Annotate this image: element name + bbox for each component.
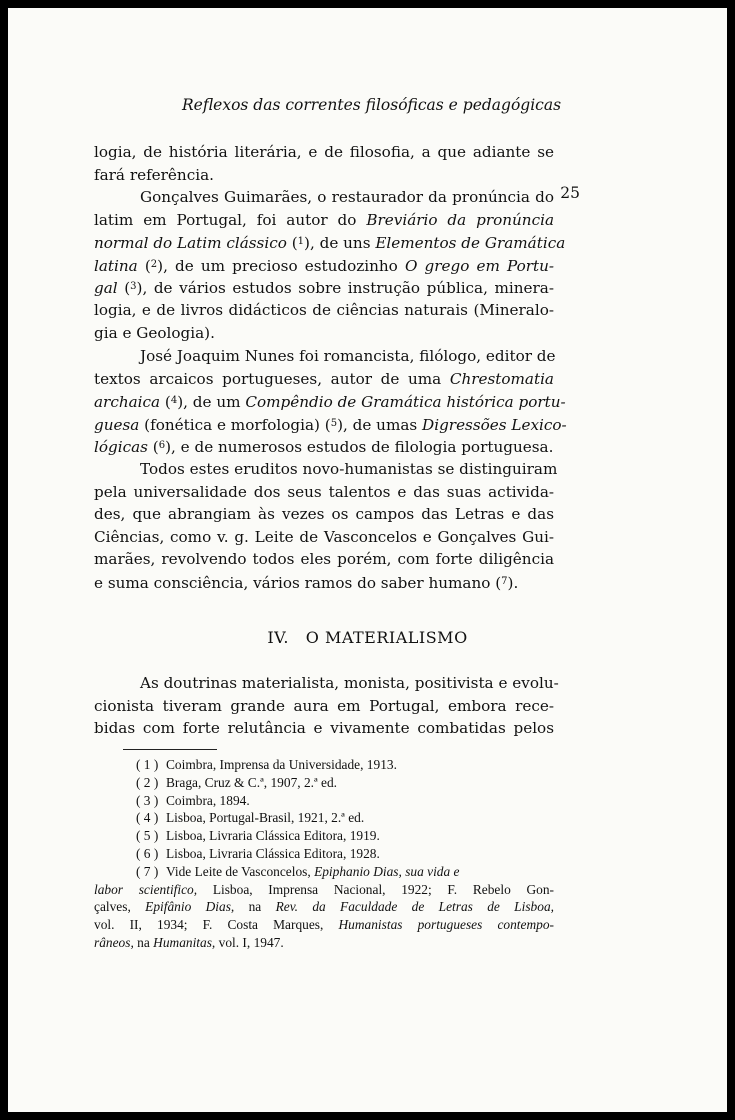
footnote-7-number-line [94,863,554,881]
text-line [94,390,566,413]
text-run: ). [507,573,519,592]
book-page [8,8,727,1112]
text-run: na [133,934,154,950]
italic-title: Humanistas portugueses contempo- [338,917,554,933]
text-line [94,368,554,391]
text-line: cionista tiveram grande aura em Portugal, embora rece- [94,696,554,715]
footnote-3 [94,792,554,810]
text-line [94,209,554,232]
italic-title: labor scientifico, [94,881,198,897]
footnote-marker: 2 [150,258,158,270]
italic-title: gal [94,279,118,298]
page-number: 25 [560,184,580,202]
text-line [94,548,554,571]
text-run: na [234,899,276,915]
text-run: ( [160,393,171,412]
footnote-marker: 7 [501,575,508,587]
italic-title: guesa [94,415,140,434]
text-run: ), de vários estudos sobre instrução pública, minera- [136,279,554,298]
text-line [94,254,554,277]
text-line [94,186,554,209]
text-run: Vide Leite de Vasconcelos, [166,863,315,879]
text-line: logia, de história literária, e de filosofia, a que adiante se [94,143,554,161]
text-line [94,571,554,594]
section-heading: IV. O MATERIALISMO [267,628,468,647]
footnote-5 [94,827,554,845]
text-run: marães, revolvendo todos eles porém, com forte diligência [94,550,554,569]
footnote-marker: 3 [130,281,137,293]
footnote-4 [94,809,554,827]
text-run: ( [286,234,298,253]
text-run: gia e Geologia). [94,323,215,342]
footnote-number: ( 2 ) [136,774,159,790]
footnote-7-first-line [166,864,460,879]
text-run: e suma consciência, vários ramos do saber humano ( [94,573,502,592]
text-run: çalves, [94,899,146,915]
italic-title: Chrestomatia [449,369,554,388]
footnote-number: ( 4 ) [136,810,159,826]
text-line [94,481,554,504]
italic-title: normal do Latim clássico [94,234,287,253]
text-line: As doutrinas materialista, monista, positivista e evolu- [140,674,559,692]
footnote-6 [94,845,554,863]
text-line [94,526,554,549]
text-line: bidas com forte relutância e vivamente combatidas pelos [94,719,554,738]
text-run: ( [147,438,159,457]
footnote-marker: 4 [170,395,178,407]
text-line [94,934,554,952]
footnote-text: Coimbra, Imprensa da Universidade, 1913. [166,757,397,772]
footnote-text: Lisboa, Portugal-Brasil, 1921, 2.ª ed. [166,810,365,826]
footnote-2 [94,774,554,792]
running-title: Reflexos das correntes filosóficas e pedagógicas [182,96,562,114]
text-run: ), de um [177,393,246,412]
text-run: ( [117,279,131,298]
text-run: latim em Portugal, foi autor do [94,210,367,229]
italic-title: Epiphanio Dias, sua vida e [314,863,460,879]
text-run: logia, e de livros didácticos de ciências naturais (Mineralo- [94,300,554,319]
footnote-number: ( 3 ) [136,792,159,808]
footnote-number: ( 5 ) [136,828,159,844]
italic-title: Elementos de Gramática [375,234,566,253]
text-line: fará referência. [94,165,214,184]
text-run: Ciências, como v. g. Leite de Vasconcelos e Gonçalves Gui- [94,527,554,546]
italic-title: Epifânio Dias, [145,899,235,915]
text-line [94,898,554,916]
text-run: ), e de numerosos estudos de filologia portuguesa. [165,438,554,457]
paragraph-eruditos [94,458,558,594]
italic-title: Humanitas, [153,934,216,950]
text-run: José Joaquim Nunes foi romancista, filólogo, editor de [140,347,556,365]
italic-title: archaica [94,393,161,412]
text-line [94,345,554,368]
footnote-marker: 1 [297,236,305,248]
text-line [94,231,566,254]
text-run: Todos estes eruditos novo-humanistas se distinguiram [140,460,558,478]
footnote-separator [123,749,217,750]
footnote-text: Braga, Cruz & C.ª, 1907, 2.ª ed. [166,774,338,790]
text-line [94,299,554,322]
text-run: Gonçalves Guimarães, o restaurador da pronúncia do [140,188,554,206]
footnote-7-continuation [94,881,554,952]
footnote-1 [94,756,554,774]
text-run: Lisboa, Imprensa Nacional, 1922; F. Rebelo Gon- [197,881,554,897]
text-line [94,276,554,299]
text-line [94,435,554,458]
text-run: vol. I, 1947. [215,934,284,950]
text-run: pela universalidade dos seus talentos e das suas activida- [94,482,554,501]
italic-title: latina [94,256,138,275]
footnote-text: Lisboa, Livraria Clássica Editora, 1919. [166,828,380,844]
text-run: ), de umas [337,415,423,434]
italic-title: Breviário da pronúncia [366,210,554,229]
text-run: vol. II, 1934; F. Costa Marques, [94,917,339,933]
text-run: textos arcaicos portugueses, autor de uma [94,369,450,388]
text-run: ( [137,256,151,275]
footnote-number: ( 7 ) [136,863,159,879]
footnote-number: ( 6 ) [136,845,159,861]
text-line [94,916,554,934]
text-run: (fonética e morfologia) ( [139,415,331,434]
italic-title: O grego em Portu- [404,256,555,275]
text-run: ), de um precioso estudozinho [157,256,405,275]
footnote-marker: 5 [330,417,338,429]
footnote-text: Coimbra, 1894. [166,792,250,808]
footnote-text: Lisboa, Livraria Clássica Editora, 1928. [166,845,380,861]
paragraph-goncalves-guimaraes [94,186,566,344]
text-run: des, que abrangiam às vezes os campos das Letras e das [94,505,554,524]
text-line [94,458,558,481]
text-line [94,503,554,526]
italic-title: Rev. da Faculdade de Letras de Lisboa, [275,899,554,915]
footnote-number: ( 1 ) [136,757,159,772]
italic-title: Digressões Lexico- [422,415,567,434]
paragraph-jose-joaquim-nunes [94,345,567,458]
footnotes [94,756,554,952]
footnote-marker: 6 [158,440,166,452]
text-line [94,413,567,436]
italic-title: râneos, [94,934,134,950]
paragraph-materialismo [94,672,559,740]
text-line [94,322,554,345]
italic-title: lógicas [94,438,148,457]
text-line [94,881,554,899]
text-run: ), de uns [304,234,376,253]
italic-title: Compêndio de Gramática histórica portu- [245,393,566,412]
paragraph-continuation [94,141,554,186]
